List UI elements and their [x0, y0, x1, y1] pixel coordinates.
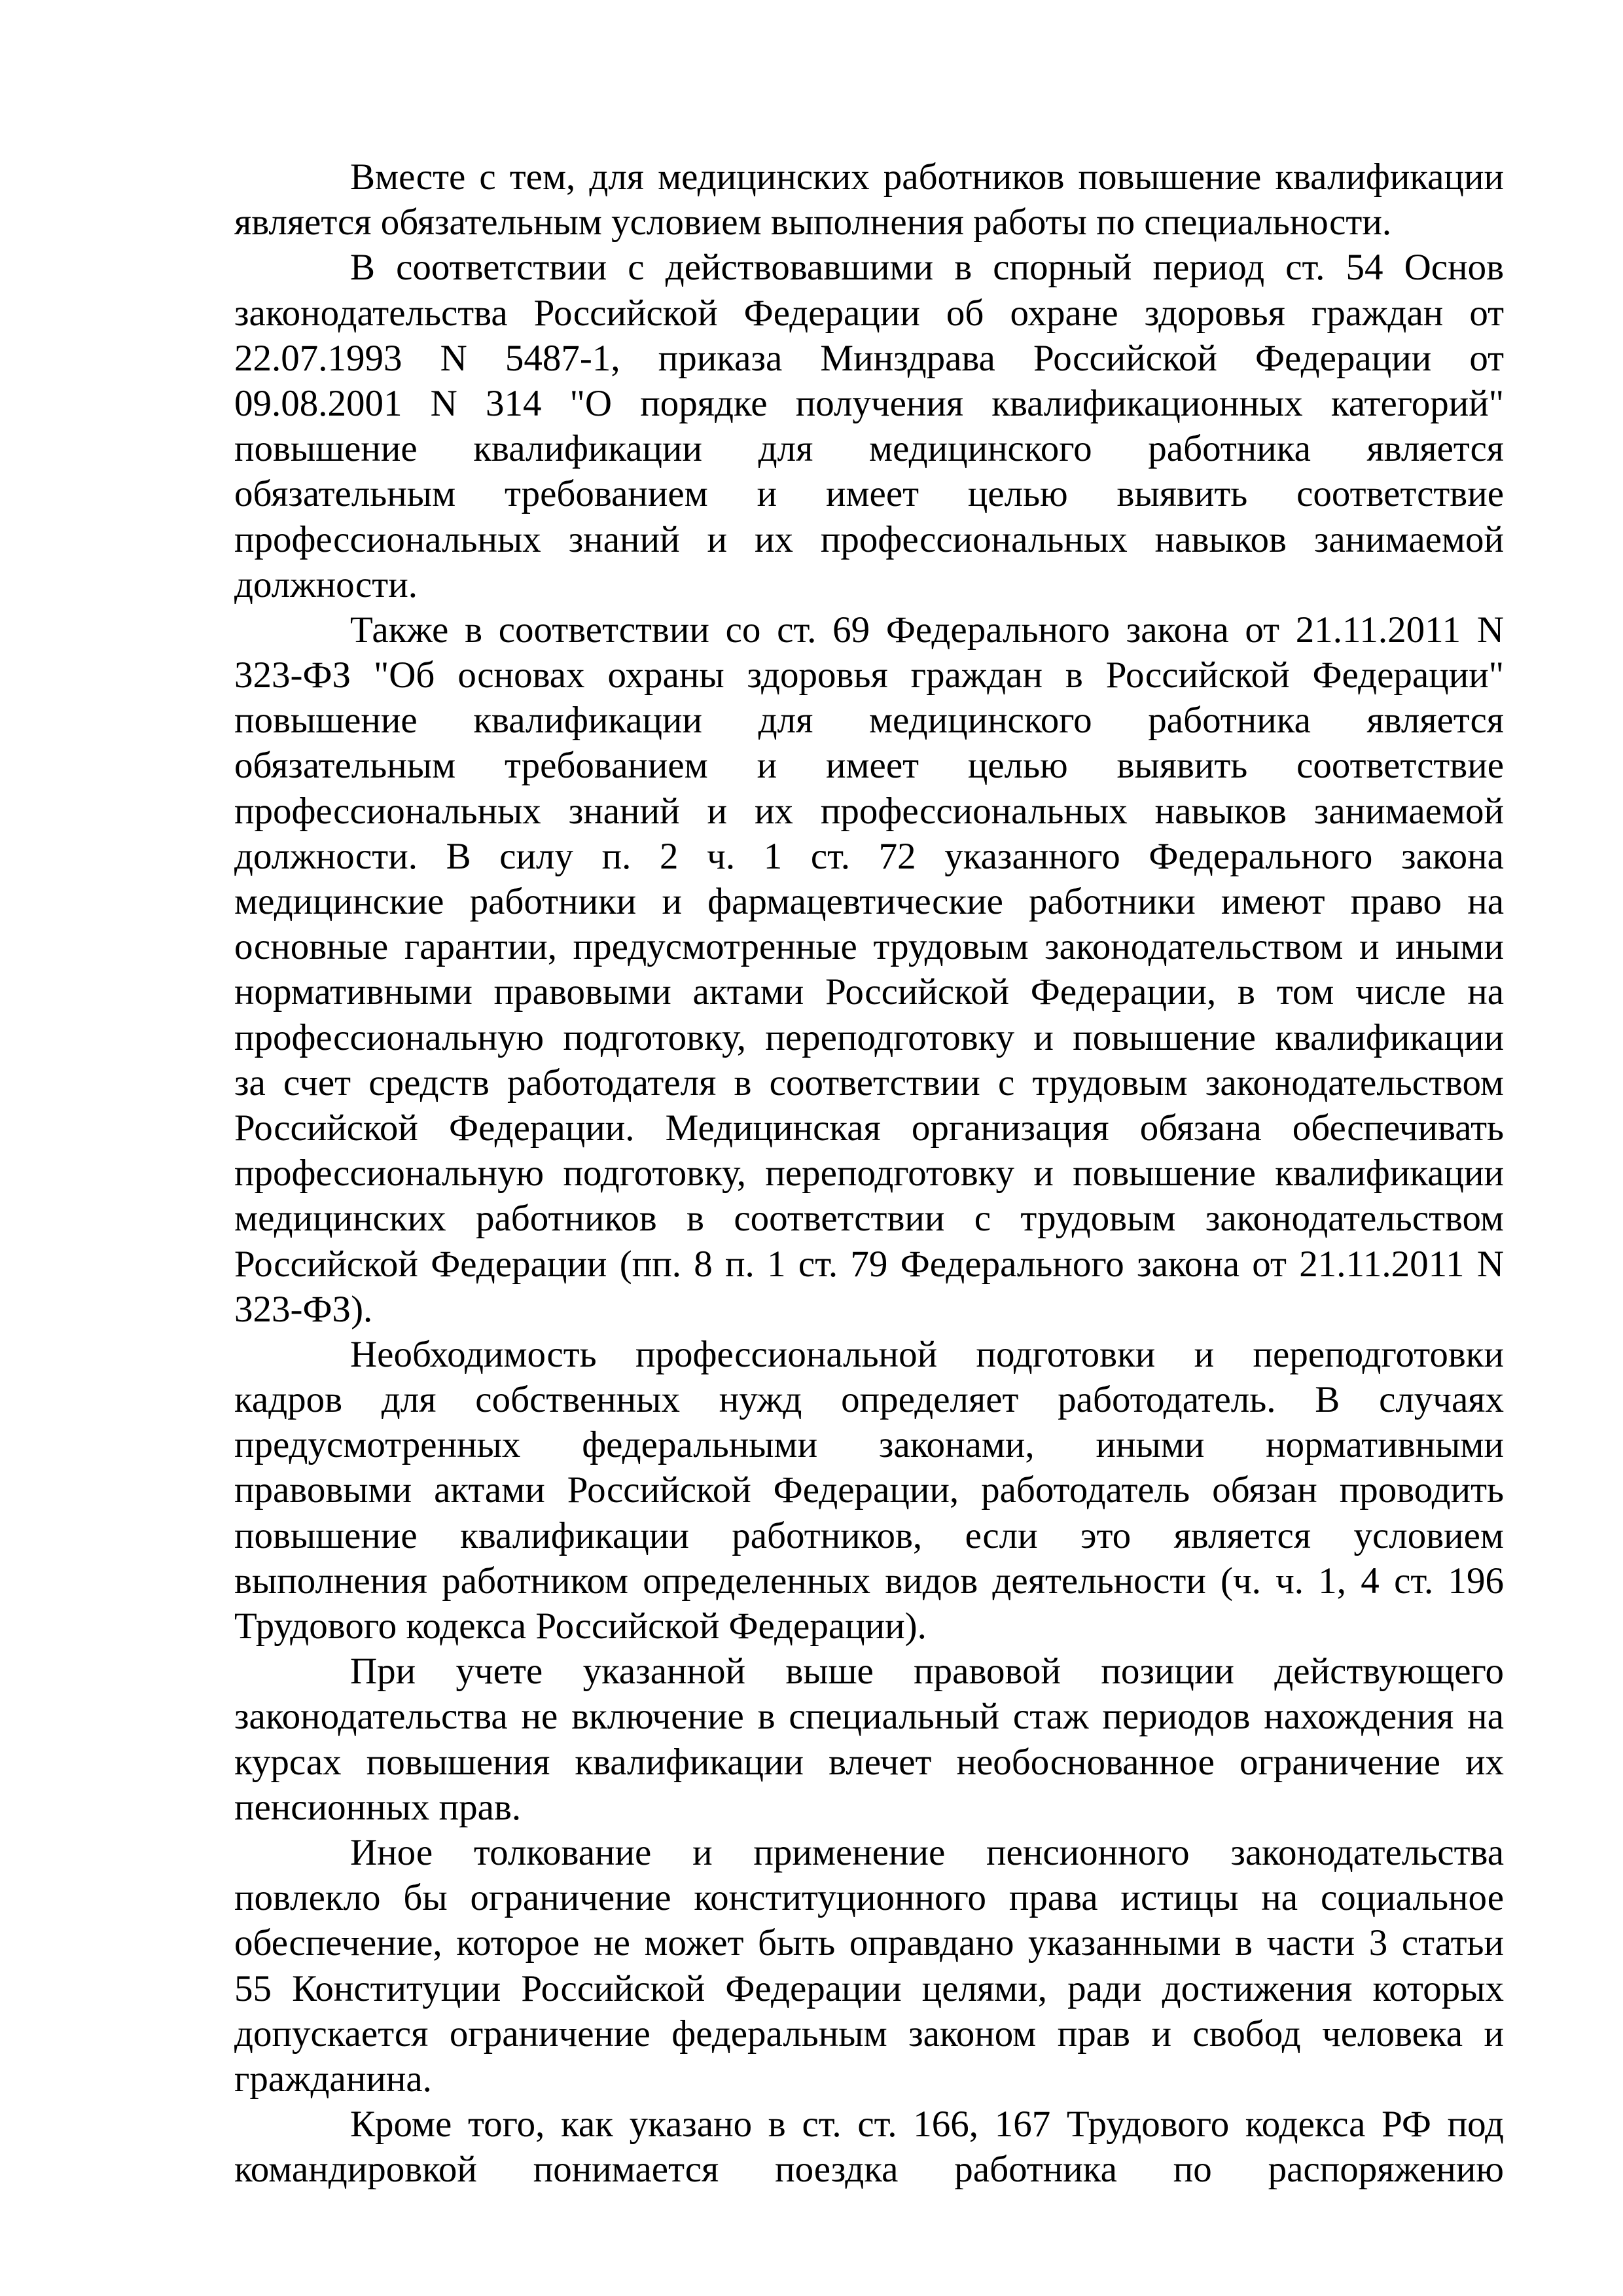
text-line: обязательным требованием и имеет целью выявить соответствие — [234, 745, 1504, 787]
text-line: курсах повышения квалификации влечет необоснованное ограничение их — [234, 1741, 1504, 1783]
text-line: 22.07.1993 N 5487-1, приказа Минздрава Российской Федерации от — [234, 337, 1504, 379]
text-line: Также в соответствии со ст. 69 Федерального закона от 21.11.2011 N — [350, 609, 1504, 651]
text-line: 09.08.2001 N 314 "О порядке получения квалификационных категорий" — [234, 382, 1504, 424]
text-line: Кроме того, как указано в ст. ст. 166, 167 Трудового кодекса РФ под — [350, 2104, 1504, 2145]
paragraph — [234, 245, 1504, 607]
text-line: Необходимость профессиональной подготовки и переподготовки — [350, 1333, 1504, 1375]
text-line: профессиональную подготовку, переподготовку и повышение квалификации — [234, 1016, 1504, 1058]
paragraph — [234, 1830, 1504, 2102]
text-line: Трудового кодекса Российской Федерации). — [234, 1605, 927, 1647]
paragraph — [234, 2102, 1504, 2192]
text-line: При учете указанной выше правовой позиции действующего — [350, 1651, 1504, 1693]
text-line: повлекло бы ограничение конституционного права истицы на социальное — [234, 1877, 1504, 1919]
text-line: правовыми актами Российской Федерации, работодатель обязан проводить — [234, 1469, 1504, 1511]
text-line: обязательным требованием и имеет целью выявить соответствие — [234, 473, 1504, 515]
paragraph — [234, 154, 1504, 245]
text-line: Вместе с тем, для медицинских работников повышение квалификации — [350, 156, 1504, 198]
paragraph — [234, 1332, 1504, 1649]
text-line: допускается ограничение федеральным законом прав и свобод человека и — [234, 2013, 1504, 2054]
text-line: профессиональных знаний и их профессиональных навыков занимаемой — [234, 518, 1504, 560]
text-line: 323-ФЗ "Об основах охраны здоровья граждан в Российской Федерации" — [234, 655, 1504, 696]
text-line: нормативными правовыми актами Российской Федерации, в том числе на — [234, 971, 1504, 1013]
text-line: командировкой понимается поездка работника по распоряжению — [234, 2149, 1504, 2191]
text-line: медицинские работники и фармацевтические работники имеют право на — [234, 881, 1504, 922]
text-line: Российской Федерации. Медицинская организация обязана обеспечивать — [234, 1107, 1504, 1149]
document-text-block — [234, 154, 1504, 2192]
text-line: кадров для собственных нужд определяет работодатель. В случаях — [234, 1379, 1504, 1421]
text-line: профессиональных знаний и их профессиональных навыков занимаемой — [234, 790, 1504, 832]
text-line: является обязательным условием выполнения работы по специальности. — [234, 202, 1392, 243]
text-line: В соответствии с действовавшими в спорный период ст. 54 Основ — [350, 247, 1504, 289]
text-line: повышение квалификации для медицинского работника является — [234, 428, 1504, 470]
text-line: предусмотренных федеральными законами, иными нормативными — [234, 1424, 1504, 1466]
text-line: Российской Федерации (пп. 8 п. 1 ст. 79 Федерального закона от 21.11.2011 N — [234, 1243, 1504, 1285]
text-line: повышение квалификации работников, если это является условием — [234, 1515, 1504, 1556]
text-line: профессиональную подготовку, переподготовку и повышение квалификации — [234, 1153, 1504, 1194]
text-line: должности. В силу п. 2 ч. 1 ст. 72 указанного Федерального закона — [234, 835, 1504, 877]
text-line: 55 Конституции Российской Федерации целями, ради достижения которых — [234, 1967, 1504, 2009]
text-line: должности. — [234, 564, 418, 605]
text-line: основные гарантии, предусмотренные трудовым законодательством и иными — [234, 926, 1504, 968]
paragraph — [234, 1649, 1504, 1830]
text-line: за счет средств работодателя в соответствии с трудовым законодательством — [234, 1062, 1504, 1103]
text-line: Иное толкование и применение пенсионного законодательства — [350, 1831, 1504, 1873]
text-line: законодательства не включение в специальный стаж периодов нахождения на — [234, 1696, 1504, 1738]
text-line: гражданина. — [234, 2058, 432, 2100]
text-line: повышение квалификации для медицинского работника является — [234, 700, 1504, 742]
text-line: законодательства Российской Федерации об охране здоровья граждан от — [234, 292, 1504, 334]
paragraph — [234, 607, 1504, 1332]
text-line: обеспечение, которое не может быть оправдано указанными в части 3 статьи — [234, 1922, 1504, 1964]
text-line: выполнения работником определенных видов деятельности (ч. ч. 1, 4 ст. 196 — [234, 1560, 1504, 1602]
text-line: медицинских работников в соответствии с трудовым законодательством — [234, 1198, 1504, 1240]
text-line: пенсионных прав. — [234, 1786, 522, 1828]
text-line: 323-ФЗ). — [234, 1288, 373, 1330]
